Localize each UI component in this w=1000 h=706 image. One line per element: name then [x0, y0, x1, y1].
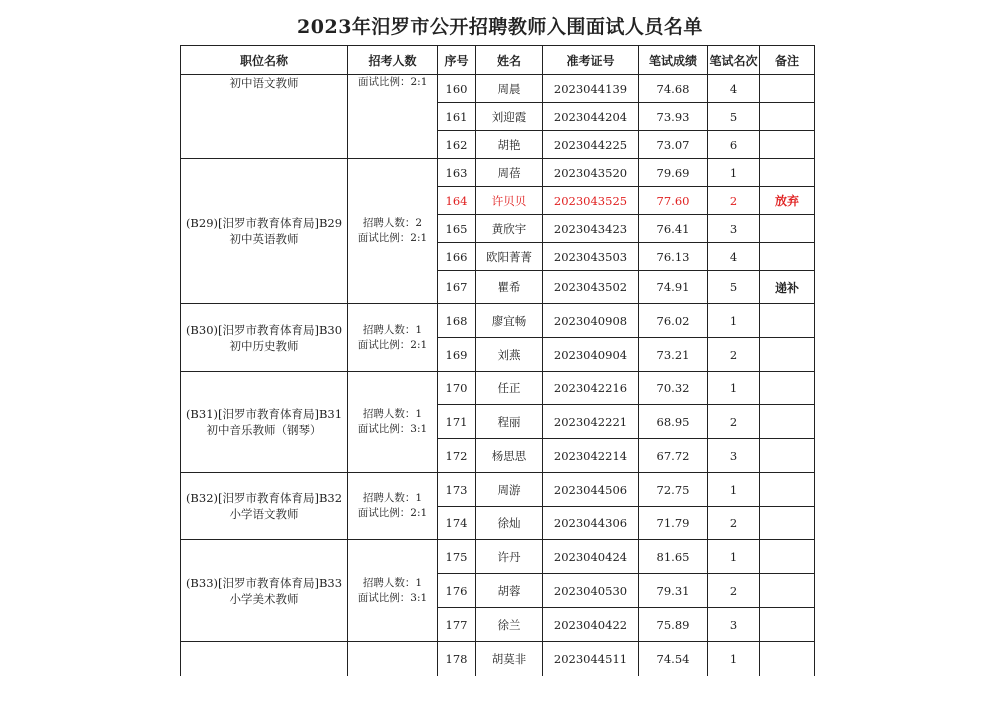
seq-cell: 160	[438, 75, 476, 103]
ticket-cell: 2023044306	[543, 507, 639, 540]
recruit-cell	[348, 372, 438, 473]
seq-cell: 169	[438, 338, 476, 372]
header-row	[181, 46, 815, 75]
rank-cell: 2	[708, 507, 760, 540]
position-line: 初中音乐教师（钢琴）	[206, 423, 322, 437]
seq-cell: 164	[438, 187, 476, 215]
header-recruit: 招考人数	[348, 46, 438, 75]
note-cell	[760, 439, 815, 473]
position-cell	[181, 304, 348, 372]
table-body	[181, 75, 815, 676]
name-cell: 程丽	[476, 405, 543, 439]
recruit-cell	[348, 540, 438, 642]
name-cell: 瞿希	[476, 271, 543, 304]
score-cell: 76.02	[639, 304, 708, 338]
note-cell	[760, 473, 815, 507]
seq-cell: 178	[438, 642, 476, 676]
note-cell	[760, 131, 815, 159]
position-cell	[181, 473, 348, 540]
seq-cell: 173	[438, 473, 476, 507]
score-cell: 74.91	[639, 271, 708, 304]
note-cell	[760, 507, 815, 540]
table-row	[181, 642, 815, 676]
note-cell: 递补	[760, 271, 815, 304]
table-row	[181, 75, 815, 103]
seq-cell: 168	[438, 304, 476, 338]
header-ticket: 准考证号	[543, 46, 639, 75]
position-line: 小学语文教师	[229, 507, 299, 521]
ticket-cell: 2023043520	[543, 159, 639, 187]
note-cell	[760, 540, 815, 574]
score-cell: 79.31	[639, 574, 708, 608]
position-line: 小学美术教师	[229, 591, 299, 606]
rank-cell: 5	[708, 271, 760, 304]
header-note: 备注	[760, 46, 815, 75]
position-line: (B29)[汨罗市教育体育局]B29	[185, 216, 343, 230]
recruit-line: 面试比例：2:1	[357, 507, 428, 519]
ticket-cell: 2023044225	[543, 131, 639, 159]
ticket-cell: 2023042214	[543, 439, 639, 473]
rank-cell: 2	[708, 574, 760, 608]
name-cell: 杨思思	[476, 439, 543, 473]
seq-cell: 170	[438, 372, 476, 405]
position-line: (B30)[汨罗市教育体育局]B30	[185, 322, 343, 337]
recruit-cell	[348, 304, 438, 372]
name-cell: 胡莫非	[476, 642, 543, 676]
name-cell: 黄欣宇	[476, 215, 543, 243]
score-cell: 74.68	[639, 75, 708, 103]
ticket-cell: 2023040424	[543, 540, 639, 574]
score-cell: 71.79	[639, 507, 708, 540]
position-line: (B32)[汨罗市教育体育局]B32	[185, 491, 343, 505]
header-rank: 笔试名次	[708, 46, 760, 75]
score-cell: 72.75	[639, 473, 708, 507]
recruit-line: 招聘人数：1	[362, 323, 423, 336]
ticket-cell: 2023040908	[543, 304, 639, 338]
recruit-line: 面试比例：3:1	[357, 423, 428, 435]
name-cell: 周游	[476, 473, 543, 507]
score-cell: 70.32	[639, 372, 708, 405]
name-cell: 周蓓	[476, 159, 543, 187]
ticket-cell: 2023040530	[543, 574, 639, 608]
page-title: 2023年汨罗市公开招聘教师入围面试人员名单	[297, 16, 703, 38]
recruit-line: 面试比例：2:1	[357, 232, 428, 244]
rank-cell: 6	[708, 131, 760, 159]
seq-cell: 177	[438, 608, 476, 642]
rank-cell: 3	[708, 439, 760, 473]
rank-cell: 1	[708, 540, 760, 574]
ticket-cell: 2023044139	[543, 75, 639, 103]
score-cell: 75.89	[639, 608, 708, 642]
score-cell: 81.65	[639, 540, 708, 574]
header-seq: 序号	[438, 46, 476, 75]
recruit-line: 面试比例：2:1	[357, 338, 428, 351]
ticket-cell: 2023040422	[543, 608, 639, 642]
seq-cell: 175	[438, 540, 476, 574]
rank-cell: 5	[708, 103, 760, 131]
ticket-cell: 2023043503	[543, 243, 639, 271]
ticket-cell: 2023043502	[543, 271, 639, 304]
name-cell: 徐兰	[476, 608, 543, 642]
rank-cell: 1	[708, 372, 760, 405]
note-cell	[760, 304, 815, 338]
candidate-table	[180, 45, 815, 676]
table-row	[181, 473, 815, 507]
score-cell: 73.21	[639, 338, 708, 372]
position-line: 初中历史教师	[229, 338, 299, 353]
score-cell: 68.95	[639, 405, 708, 439]
ticket-cell: 2023042221	[543, 405, 639, 439]
score-cell: 73.07	[639, 131, 708, 159]
seq-cell: 171	[438, 405, 476, 439]
seq-cell: 172	[438, 439, 476, 473]
recruit-line: 面试比例：3:1	[357, 591, 428, 604]
ticket-cell: 2023043525	[543, 187, 639, 215]
seq-cell: 167	[438, 271, 476, 304]
note-cell	[760, 338, 815, 372]
rank-cell: 4	[708, 243, 760, 271]
position-line: (B31)[汨罗市教育体育局]B31	[185, 407, 343, 421]
name-cell: 刘迎霞	[476, 103, 543, 131]
header-name: 姓名	[476, 46, 543, 75]
recruit-cell	[348, 473, 438, 540]
position-cell	[181, 372, 348, 473]
note-cell	[760, 608, 815, 642]
recruit-cell	[348, 642, 438, 676]
name-cell: 刘燕	[476, 338, 543, 372]
note-cell: 放弃	[760, 187, 815, 215]
score-cell: 74.54	[639, 642, 708, 676]
score-cell: 73.93	[639, 103, 708, 131]
ticket-cell: 2023042216	[543, 372, 639, 405]
score-cell: 79.69	[639, 159, 708, 187]
table-row	[181, 159, 815, 187]
seq-cell: 166	[438, 243, 476, 271]
position-cell	[181, 75, 348, 159]
table-row	[181, 304, 815, 338]
position-line: 初中语文教师	[229, 76, 299, 90]
seq-cell: 162	[438, 131, 476, 159]
name-cell: 许贝贝	[476, 187, 543, 215]
name-cell: 胡蓉	[476, 574, 543, 608]
ticket-cell: 2023044511	[543, 642, 639, 676]
name-cell: 廖宜畅	[476, 304, 543, 338]
rank-cell: 3	[708, 608, 760, 642]
position-line: 初中英语教师	[229, 232, 299, 246]
recruit-cell	[348, 159, 438, 304]
ticket-cell: 2023044204	[543, 103, 639, 131]
note-cell	[760, 574, 815, 608]
rank-cell: 2	[708, 405, 760, 439]
rank-cell: 2	[708, 338, 760, 372]
seq-cell: 176	[438, 574, 476, 608]
recruit-line: 面试比例：2:1	[358, 76, 428, 88]
position-cell	[181, 540, 348, 642]
note-cell	[760, 75, 815, 103]
note-cell	[760, 372, 815, 405]
note-cell	[760, 103, 815, 131]
ticket-cell: 2023040904	[543, 338, 639, 372]
seq-cell: 163	[438, 159, 476, 187]
table-row	[181, 372, 815, 405]
seq-cell: 161	[438, 103, 476, 131]
name-cell: 胡艳	[476, 131, 543, 159]
recruit-line: 招聘人数：2	[362, 217, 423, 229]
note-cell	[760, 159, 815, 187]
rank-cell: 1	[708, 642, 760, 676]
note-cell	[760, 642, 815, 676]
score-cell: 67.72	[639, 439, 708, 473]
recruit-line: 招聘人数：1	[362, 492, 423, 504]
header-position: 职位名称	[181, 46, 348, 75]
seq-cell: 174	[438, 507, 476, 540]
note-cell	[760, 215, 815, 243]
rank-cell: 1	[708, 473, 760, 507]
position-cell	[181, 159, 348, 304]
name-cell: 任正	[476, 372, 543, 405]
score-cell: 76.13	[639, 243, 708, 271]
header-score: 笔试成绩	[639, 46, 708, 75]
name-cell: 许丹	[476, 540, 543, 574]
rank-cell: 2	[708, 187, 760, 215]
rank-cell: 3	[708, 215, 760, 243]
name-cell: 欧阳菁菁	[476, 243, 543, 271]
position-cell	[181, 642, 348, 676]
seq-cell: 165	[438, 215, 476, 243]
score-cell: 76.41	[639, 215, 708, 243]
ticket-cell: 2023044506	[543, 473, 639, 507]
name-cell: 周晨	[476, 75, 543, 103]
note-cell	[760, 405, 815, 439]
recruit-line: 招聘人数：1	[362, 576, 423, 589]
table-row	[181, 540, 815, 574]
position-line: (B33)[汨罗市教育体育局]B33	[185, 575, 343, 590]
rank-cell: 1	[708, 304, 760, 338]
score-cell: 77.60	[639, 187, 708, 215]
rank-cell: 4	[708, 75, 760, 103]
recruit-cell	[348, 75, 438, 159]
name-cell: 徐灿	[476, 507, 543, 540]
rank-cell: 1	[708, 159, 760, 187]
note-cell	[760, 243, 815, 271]
ticket-cell: 2023043423	[543, 215, 639, 243]
recruit-line: 招聘人数：1	[362, 408, 423, 420]
